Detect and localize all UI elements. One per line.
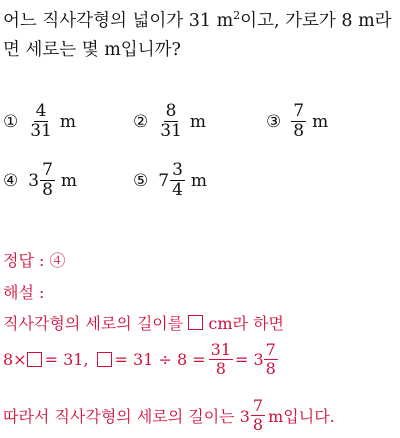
blank-box [97, 352, 112, 367]
explanation-math: 8× = 31, = 31 ÷ 8 = $\frac{31}{8}$ = 3 $\frac{7}{8}$ [3, 340, 276, 378]
option-5[interactable]: ⑤ 7 $\frac{3}{4}$ m [133, 160, 208, 200]
question-line-1: 어느 직사각형의 넓이가 31 $m^2$이고, 가로가 8 m라 [3, 9, 392, 31]
math-fraction-7-8: $\frac{7}{8}$ [265, 340, 276, 378]
blank-box [27, 352, 42, 367]
math-fraction-31-8: $\frac{31}{8}$ [210, 340, 231, 378]
question-line-2: 면 세로는 몇 m입니까? [3, 40, 181, 60]
answer-line [3, 248, 66, 271]
option-5-fraction: $\frac{3}{4}$ [172, 160, 183, 200]
blank-box [188, 315, 203, 330]
option-3[interactable]: ③ $\frac{7}{8}$ m [266, 101, 329, 141]
final-fraction: $\frac{7}{8}$ [252, 396, 264, 434]
option-1-fraction: $\frac{4}{31}$ [30, 101, 52, 141]
superscript-2: 2 [233, 9, 241, 22]
explanation-final: 따라서 직사각형의 세로의 길이는 3 $\frac{7}{8}$ m입니다. [3, 396, 335, 434]
answer-value: ④ [49, 251, 66, 270]
option-3-fraction: $\frac{7}{8}$ [293, 101, 305, 141]
explanation-line-1: 직사각형의 세로의 길이를 cm라 하면 [3, 314, 284, 333]
option-2-fraction: $\frac{8}{31}$ [160, 101, 182, 141]
option-1[interactable]: ① $\frac{4}{31}$ m [3, 101, 77, 141]
option-4[interactable]: ④ 3 $\frac{7}{8}$ m [3, 160, 78, 200]
option-4-fraction: $\frac{7}{8}$ [42, 160, 53, 200]
answer-label: 정답 : [3, 251, 45, 270]
option-2[interactable]: ② $\frac{8}{31}$ m [133, 101, 207, 141]
explanation-label: 해설 : [3, 283, 45, 302]
